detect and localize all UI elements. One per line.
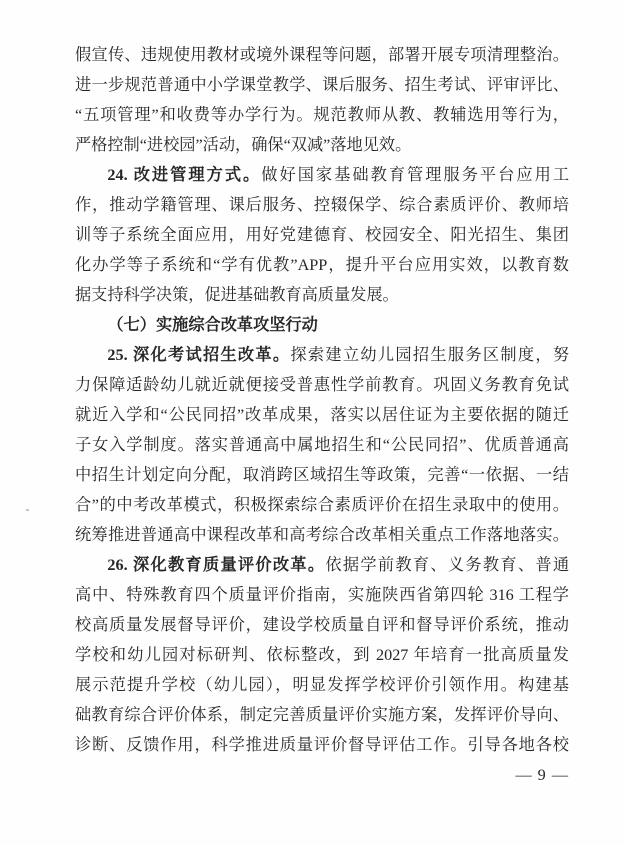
text-line: 合”的中考改革模式，积极探索综合素质评价在招生录取中的使用。 (75, 496, 569, 514)
text-line: 进一步规范普通中小学课堂教学、课后服务、招生考试、评审评比、 (75, 76, 569, 94)
paragraph-24-heading: 24. 改进管理方式。 (107, 166, 262, 184)
paragraph-24-lead-line (75, 160, 569, 190)
text-line: “五项管理”和收费等办学行为。规范教师从教、教辅选用等行为， (75, 106, 569, 124)
paragraph-25-heading: 25. 深化考试招生改革。 (107, 346, 291, 364)
text-line: 作，推动学籍管理、课后服务、控辍保学、综合素质评价、教师培 (75, 196, 569, 214)
text-line: 训等子系统全面应用，用好党建德育、校园安全、阳光招生、集团 (75, 226, 569, 244)
text-line: 就近入学和“公民同招”改革成果，落实以居住证为主要依据的随迁 (75, 406, 569, 424)
paragraph-26-heading: 26. 深化教育质量评价改革。 (107, 556, 326, 574)
text-line: 力保障适龄幼儿就近就便接受普惠性学前教育。巩固义务教育免试 (75, 376, 569, 394)
text-line: 据支持科学决策，促进基础教育高质量发展。 (75, 286, 399, 304)
page-number: — 9 — (515, 766, 569, 784)
text-line: 统筹推进普通高中课程改革和高考综合改革相关重点工作落地落实。 (75, 526, 569, 544)
text-line: 诊断、反馈作用，科学推进质量评价督导评估工作。引导各地各校 (75, 736, 569, 754)
scan-artifact (26, 509, 29, 511)
section-heading-7: （七）实施综合改革攻坚行动 (107, 316, 318, 334)
text-line: 子女入学制度。落实普通高中属地招生和“公民同招”、优质普通高 (75, 436, 569, 454)
text-line: 高中、特殊教育四个质量评价指南，实施陕西省第四轮 316 工程学 (75, 586, 569, 604)
text-line: 中招生计划定向分配，取消跨区域招生等政策，完善“一依据、一结 (75, 466, 569, 484)
paragraph-26-lead-line (75, 550, 569, 580)
text-line: 学校和幼儿园对标研判、依标整改，到 2027 年培育一批高质量发 (75, 646, 569, 664)
text-line: 展示范提升学校（幼儿园），明显发挥学校评价引领作用。构建基 (75, 676, 569, 694)
text-line: 探索建立幼儿园招生服务区制度，努 (290, 346, 569, 364)
text-line: 校高质量发展督导评价，建设学校质量自评和督导评价系统，推动 (75, 616, 569, 634)
text-line: 做好国家基础教育管理服务平台应用工 (261, 166, 569, 184)
text-line: 依据学前教育、义务教育、普通 (325, 556, 569, 574)
text-line: 假宣传、违规使用教材或境外课程等问题，部署开展专项清理整治。 (75, 46, 569, 64)
text-line: 化办学等子系统和“学有优教”APP，提升平台应用实效，以教育数 (75, 256, 569, 274)
text-line: 础教育综合评价体系，制定完善质量评价实施方案，发挥评价导向、 (75, 706, 569, 724)
text-line: 严格控制“进校园”活动，确保“双减”落地见效。 (75, 136, 412, 154)
document-body (75, 40, 569, 790)
paragraph-25-lead-line (75, 340, 569, 370)
